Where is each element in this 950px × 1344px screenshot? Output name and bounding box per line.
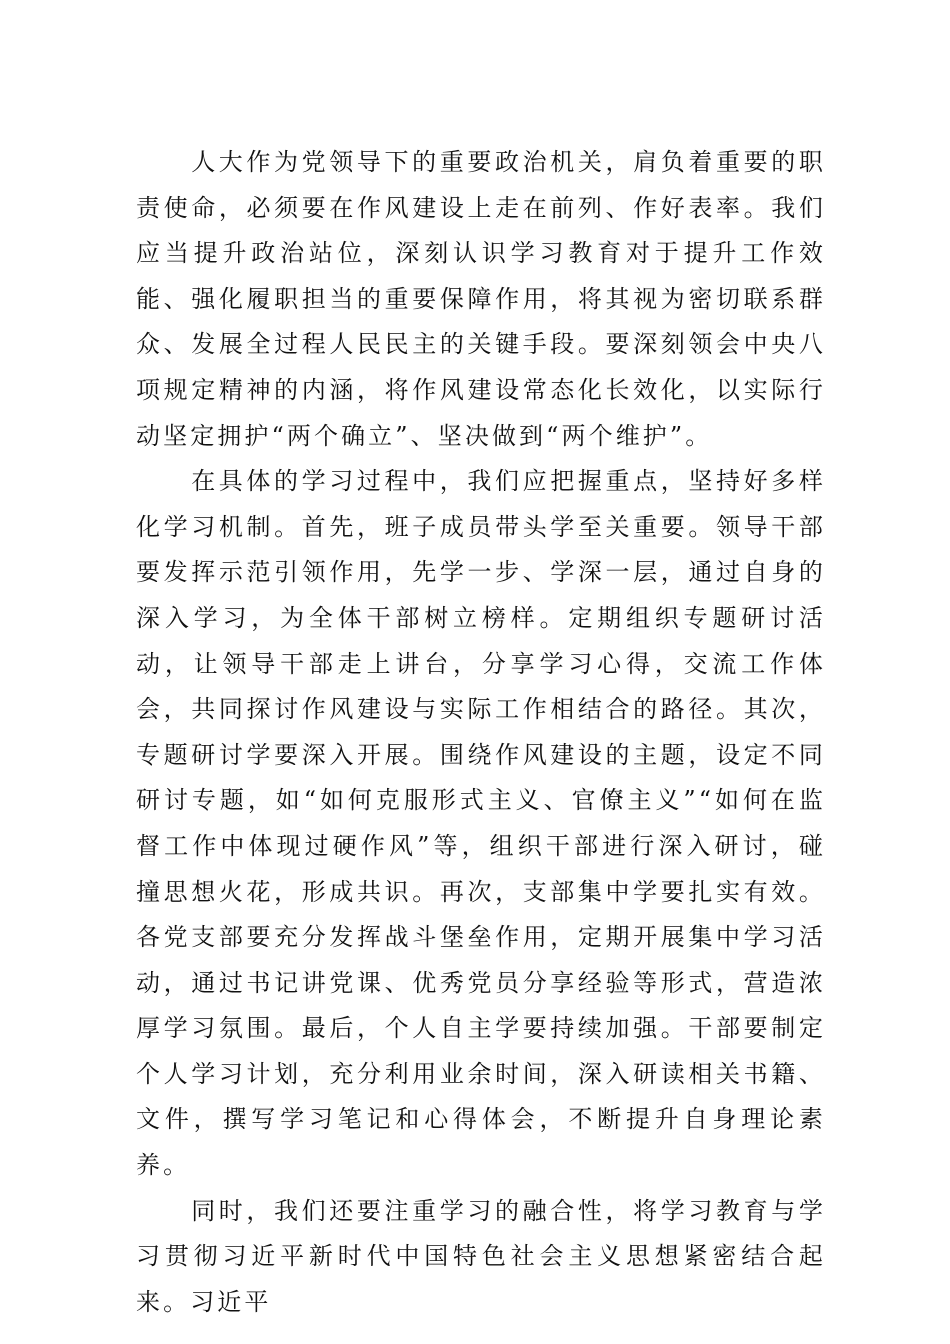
document-body <box>136 140 826 1325</box>
paragraph-1: 人大作为党领导下的重要政治机关，肩负着重要的职责使命，必须要在作风建设上走在前列、作好表率。我们应当提升政治站位，深刻认识学习教育对于提升工作效能、强化履职担当的重要保障作用，将其视为密切联系群众、发展全过程人民民主的关键手段。要深刻领会中央八项规定精神的内涵，将作风建设常态化长效化，以实际行动坚定拥护“两个确立”、坚决做到“两个维护”。 <box>136 148 826 450</box>
paragraph-3: 同时，我们还要注重学习的融合性，将学习教育与学习贯彻习近平新时代中国特色社会主义思想紧密结合起来。习近平 <box>136 1196 826 1316</box>
paragraph-2: 在具体的学习过程中，我们应把握重点，坚持好多样化学习机制。首先，班子成员带头学至关重要。领导干部要发挥示范引领作用，先学一步、学深一层，通过自身的深入学习，为全体干部树立榜样。定期组织专题研讨活动，让领导干部走上讲台，分享学习心得，交流工作体会，共同探讨作风建设与实际工作相结合的路径。其次，专题研讨学要深入开展。围绕作风建设的主题，设定不同研讨专题，如“如何克服形式主义、官僚主义”“如何在监督工作中体现过硬作风”等，组织干部进行深入研讨，碰撞思想火花，形成共识。再次，支部集中学要扎实有效。各党支部要充分发挥战斗堡垒作用，定期开展集中学习活动，通过书记讲党课、优秀党员分享经验等形式，营造浓厚学习氛围。最后，个人自主学要持续加强。干部要制定个人学习计划，充分利用业余时间，深入研读相关书籍、文件，撰写学习笔记和心得体会，不断提升自身理论素养。 <box>136 467 826 1180</box>
